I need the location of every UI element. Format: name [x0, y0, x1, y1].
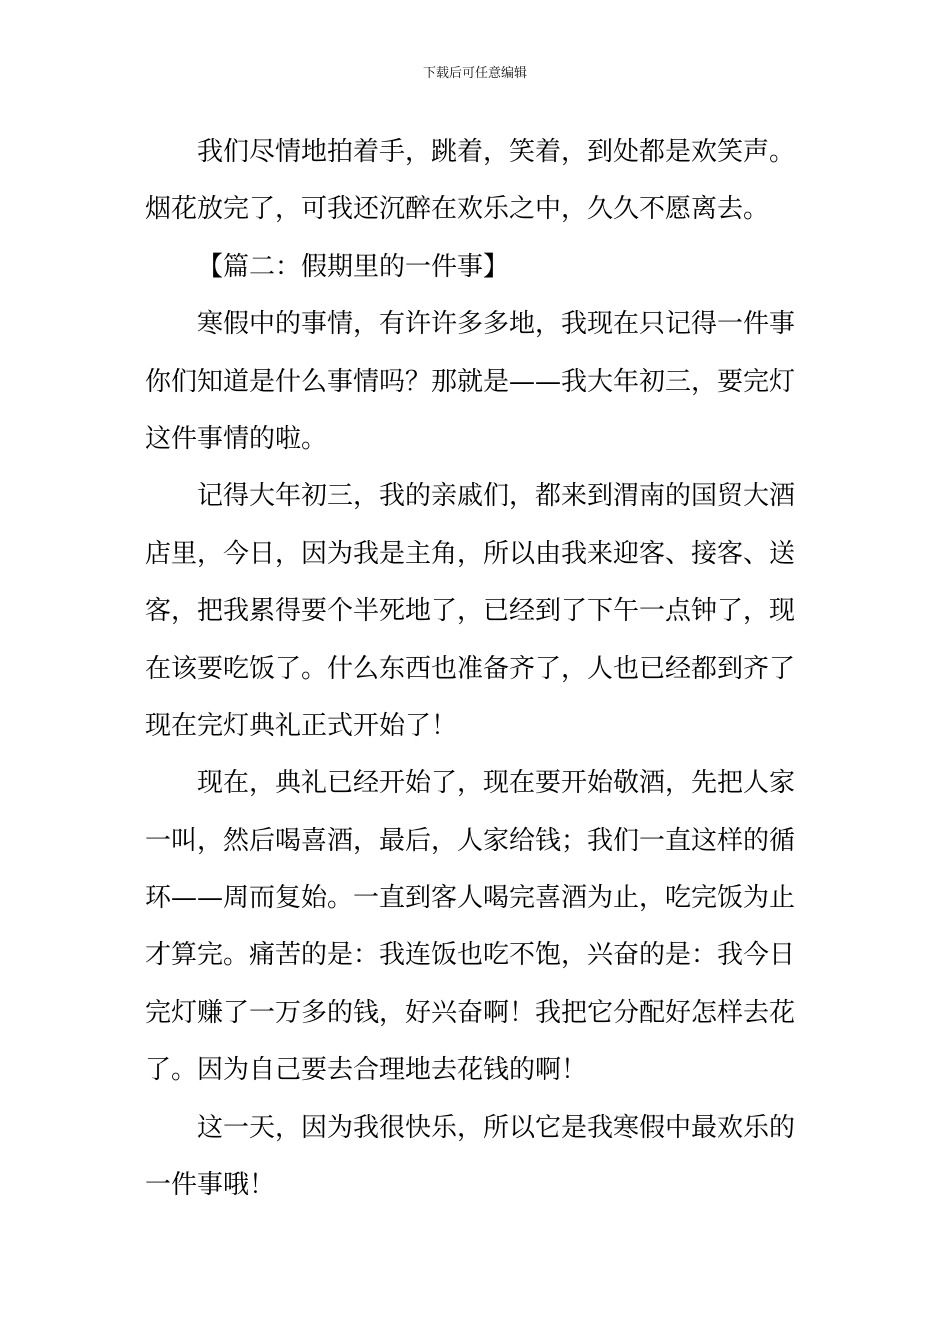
text-line: 这件事情的啦。: [145, 423, 328, 454]
page-header: 下载后可任意编辑: [422, 66, 527, 81]
text-line: 记得大年初三，我的亲戚们，都来到渭南的国贸大酒: [197, 481, 796, 512]
text-line: 现在，典礼已经开始了，现在要开始敬酒，先把人家: [197, 768, 796, 799]
text-line: 寒假中的事情，有许许多多地，我现在只记得一件事: [197, 309, 796, 340]
text-line: 才算完。痛苦的是：我连饭也吃不饱，兴奋的是：我今日: [145, 940, 796, 971]
text-line: 完灯赚了一万多的钱，好兴奋啊！我把它分配好怎样去花: [145, 997, 796, 1028]
text-line: 在该要吃饭了。什么东西也准备齐了，人也已经都到齐了: [145, 653, 796, 684]
text-line: 烟花放完了，可我还沉醉在欢乐之中，久久不愿离去。: [145, 194, 770, 225]
text-line: 我们尽情地拍着手，跳着，笑着，到处都是欢笑声。: [197, 137, 796, 167]
text-line: 这一天，因为我很快乐，所以它是我寒假中最欢乐的: [197, 1112, 796, 1143]
text-line: 一件事哦！: [145, 1170, 276, 1201]
text-line: 现在完灯典礼正式开始了！: [145, 710, 458, 741]
text-line: 客，把我累得要个半死地了，已经到了下午一点钟了，现: [145, 596, 796, 627]
text-line: 一叫，然后喝喜酒，最后，人家给钱；我们一直这样的循: [145, 825, 796, 856]
text-line: 店里，今日，因为我是主角，所以由我来迎客、接客、送: [145, 538, 796, 569]
section-heading: 【篇二：假期里的一件事】: [197, 251, 510, 282]
document-body: [145, 130, 807, 1220]
text-line: 了。因为自己要去合理地去花钱的啊！: [145, 1055, 588, 1086]
text-line: 环——周而复始。一直到客人喝完喜酒为止，吃完饭为止: [145, 883, 796, 914]
text-line: 你们知道是什么事情吗？那就是——我大年初三，要完灯: [145, 366, 796, 397]
